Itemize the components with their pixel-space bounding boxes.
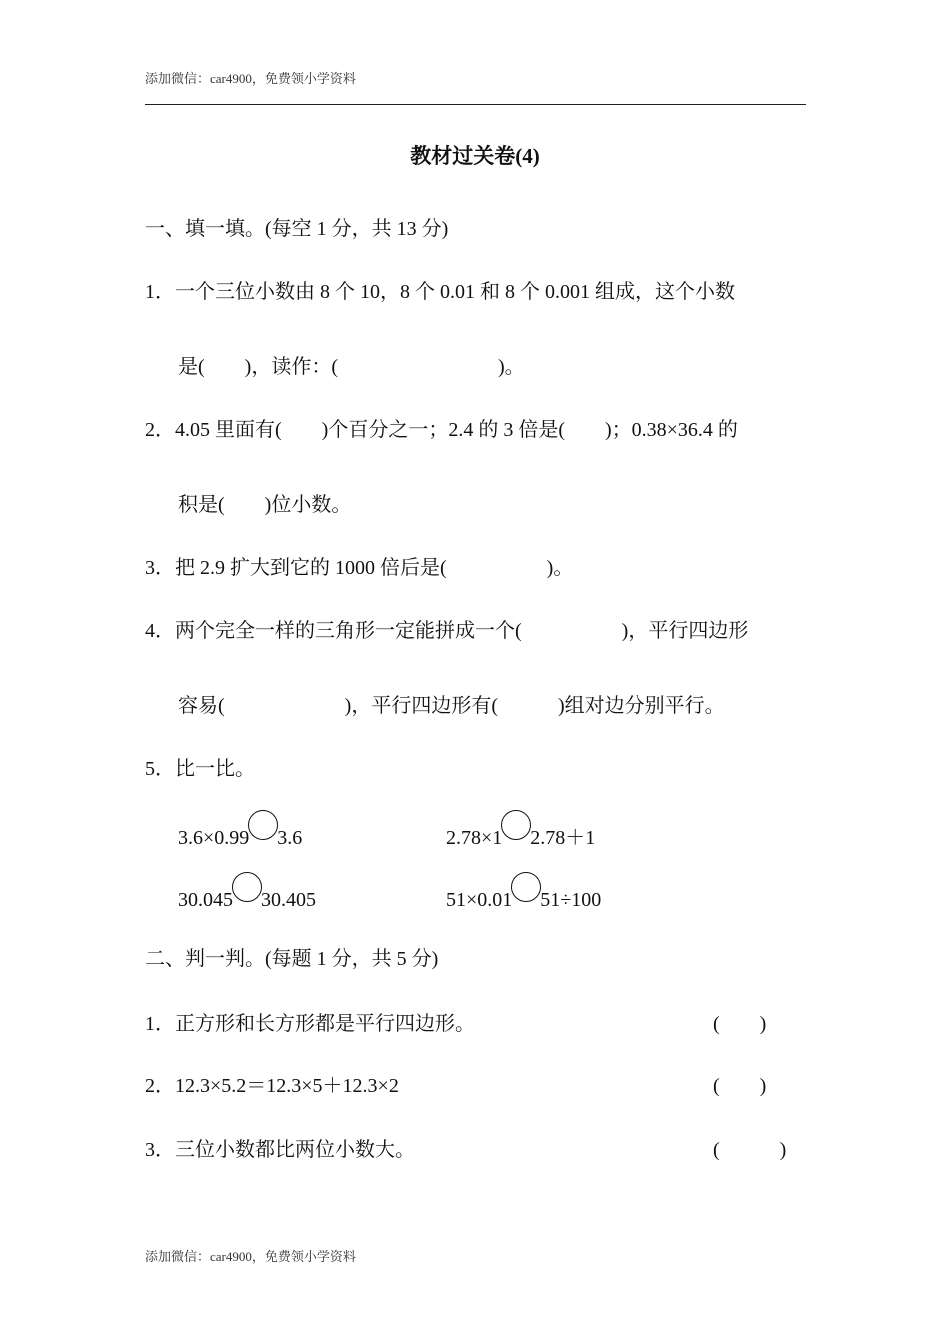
compare-left: 2.78×1	[446, 827, 503, 849]
section1-heading: 一、填一填。(每空 1 分，共 13 分)	[145, 218, 449, 240]
judge-item-paren[interactable]: ( )	[713, 1075, 767, 1097]
compare-right: 30.405	[261, 889, 316, 911]
compare-right: 2.78＋1	[530, 827, 596, 849]
compare-circle[interactable]	[511, 872, 541, 902]
q4-line1: 4．两个完全一样的三角形一定能拼成一个( )，平行四边形	[145, 620, 749, 642]
q1-line2: 是( )，读作：( )。	[178, 356, 525, 378]
q4-line2: 容易( )，平行四边形有( )组对边分别平行。	[178, 695, 725, 717]
q2-line2: 积是( )位小数。	[178, 494, 352, 516]
compare-left: 30.045	[178, 889, 233, 911]
header-rule	[145, 104, 806, 105]
q3-line1: 3．把 2.9 扩大到它的 1000 倍后是( )。	[145, 557, 574, 579]
page-header: 添加微信：car4900，免费领小学资料	[145, 71, 356, 86]
q2-line1: 2．4.05 里面有( )个百分之一；2.4 的 3 倍是( )；0.38×36.4 的	[145, 419, 738, 441]
compare-left: 51×0.01	[446, 889, 513, 911]
compare-item	[178, 872, 316, 912]
q5-line1: 5．比一比。	[145, 758, 255, 780]
compare-item	[446, 810, 595, 850]
q1-line1: 1．一个三位小数由 8 个 10，8 个 0.01 和 8 个 0.001 组成，这个小数	[145, 281, 735, 303]
judge-item-paren[interactable]: ( )	[713, 1139, 787, 1161]
compare-circle[interactable]	[248, 810, 278, 840]
judge-item-text: 3．三位小数都比两位小数大。	[145, 1139, 415, 1161]
compare-right: 3.6	[277, 827, 303, 849]
judge-item-paren[interactable]: ( )	[713, 1013, 767, 1035]
page-footer: 添加微信：car4900，免费领小学资料	[145, 1249, 356, 1264]
compare-circle[interactable]	[232, 872, 262, 902]
compare-circle[interactable]	[501, 810, 531, 840]
compare-right: 51÷100	[540, 889, 602, 911]
compare-item	[446, 872, 601, 912]
page-title: 教材过关卷(4)	[410, 144, 540, 168]
judge-item-text: 1．正方形和长方形都是平行四边形。	[145, 1013, 475, 1035]
section2-heading: 二、判一判。(每题 1 分，共 5 分)	[145, 948, 439, 970]
compare-item	[178, 810, 302, 850]
judge-item-text: 2．12.3×5.2＝12.3×5＋12.3×2	[145, 1075, 399, 1097]
compare-left: 3.6×0.99	[178, 827, 250, 849]
